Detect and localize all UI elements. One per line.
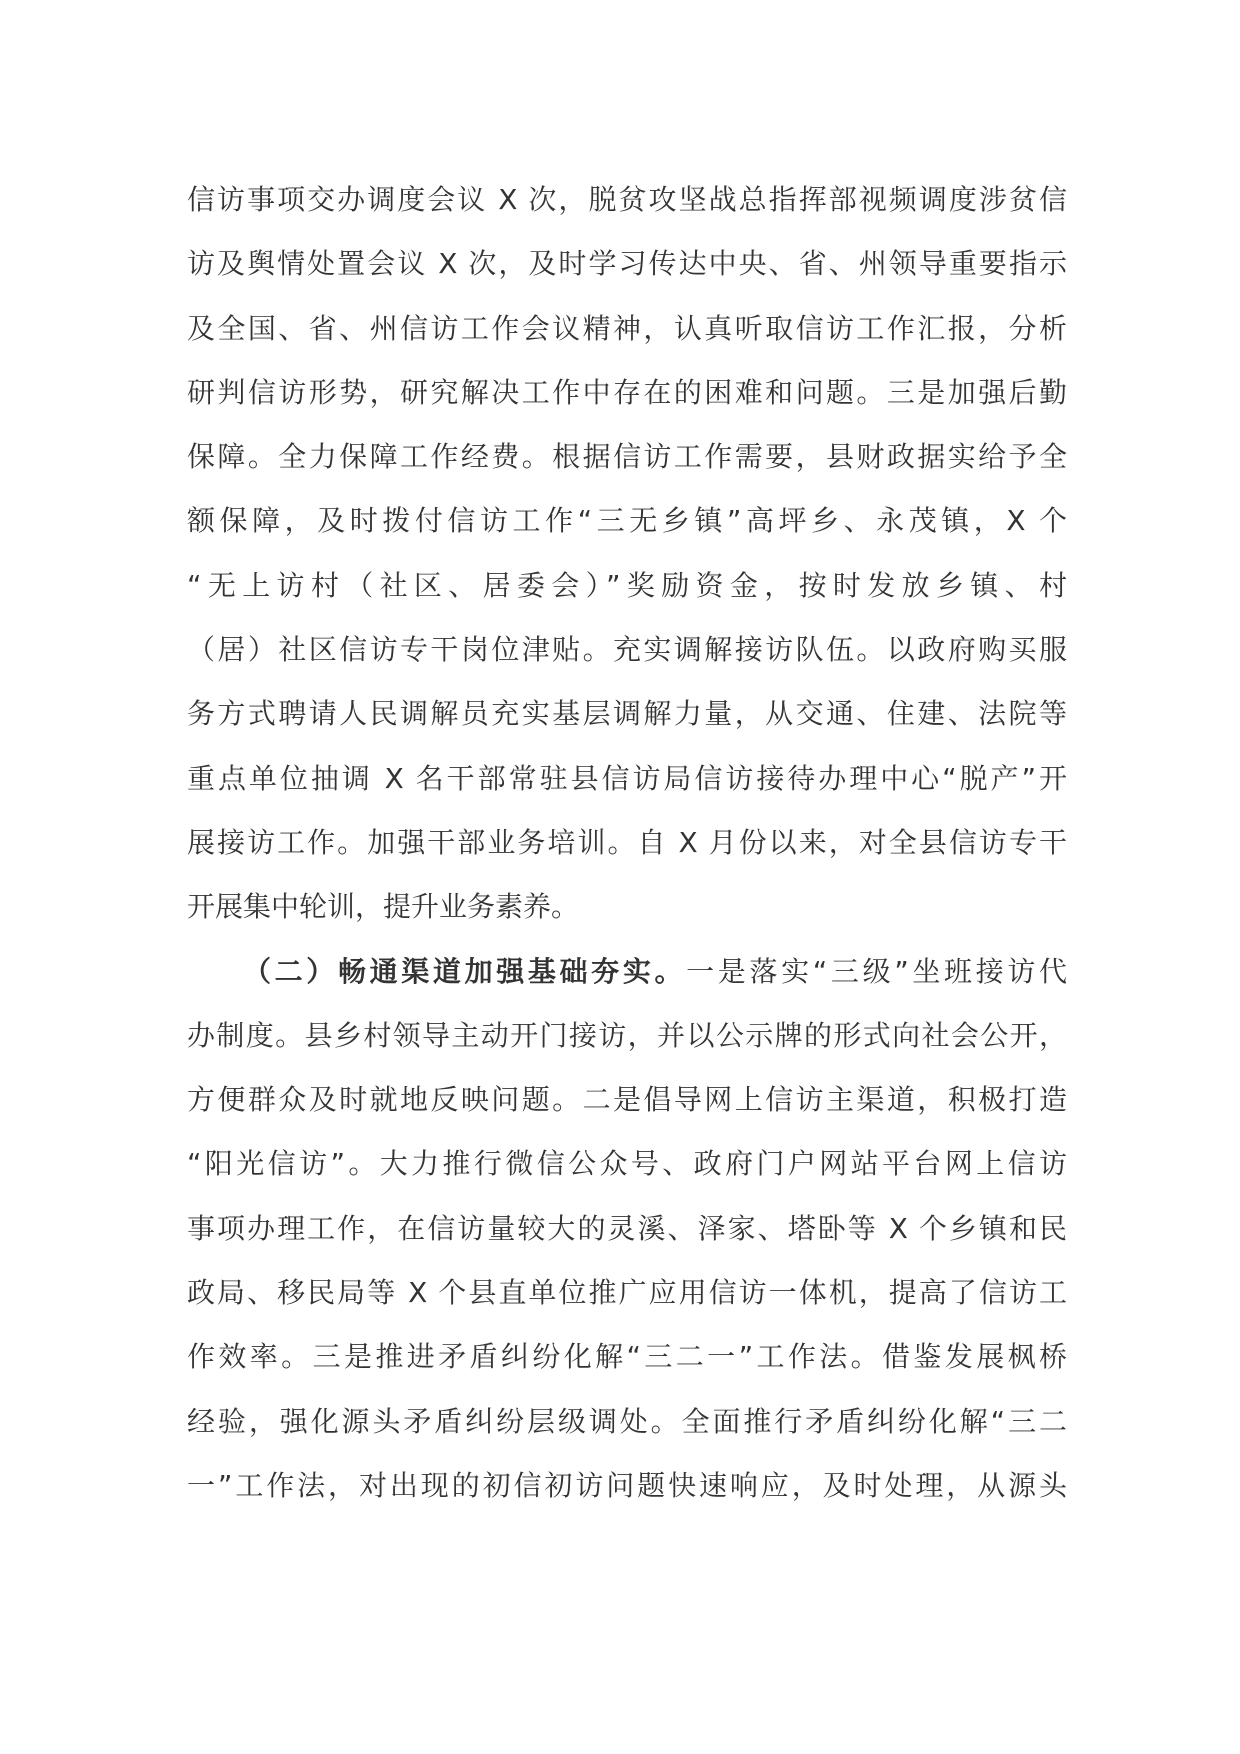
section-heading: （二）畅通渠道加强基础夯实。	[243, 954, 687, 988]
paragraph-2-line-5: 事项办理工作，在信访量较大的灵溪、泽家、塔卧等 X 个乡镇和民	[187, 1211, 1067, 1245]
paragraph-1-line-10: 重点单位抽调 X 名干部常驻县信访局信访接待办理中心“脱产”开	[187, 761, 1067, 795]
paragraph-1-line-8: （居）社区信访专干岗位津贴。充实调解接访队伍。以政府购买服	[187, 633, 1067, 667]
paragraph-2-line-7: 作效率。三是推进矛盾纠纷化解“三二一”工作法。借鉴发展枫桥	[187, 1340, 1067, 1374]
paragraph-2-line-4: “阳光信访”。大力推行微信公众号、政府门户网站平台网上信访	[187, 1147, 1067, 1181]
paragraph-1-line-5: 保障。全力保障工作经费。根据信访工作需要，县财政据实给予全	[187, 440, 1067, 474]
paragraph-1-line-3: 及全国、省、州信访工作会议精神，认真听取信访工作汇报，分析	[187, 311, 1067, 345]
paragraph-2-line-8: 经验，强化源头矛盾纠纷层级调处。全面推行矛盾纠纷化解“三二	[187, 1404, 1067, 1438]
paragraph-1-line-11: 展接访工作。加强干部业务培训。自 X 月份以来，对全县信访专干	[187, 825, 1067, 859]
paragraph-2-line-9: 一”工作法，对出现的初信初访问题快速响应，及时处理，从源头	[187, 1468, 1067, 1502]
paragraph-2-line-2: 办制度。县乡村领导主动开门接访，并以公示牌的形式向社会公开，	[187, 1018, 1067, 1052]
paragraph-1-line-1: 信访事项交办调度会议 X 次，脱贫攻坚战总指挥部视频调度涉贫信	[187, 183, 1067, 216]
paragraph-1-line-9: 务方式聘请人民调解员充实基层调解力量，从交通、住建、法院等	[187, 697, 1067, 731]
paragraph-1-line-4: 研判信访形势，研究解决工作中存在的困难和问题。三是加强后勤	[187, 375, 1067, 409]
paragraph-1-line-2: 访及舆情处置会议 X 次，及时学习传达中央、省、州领导重要指示	[187, 247, 1067, 281]
paragraph-2-line-6: 政局、移民局等 X 个县直单位推广应用信访一体机，提高了信访工	[187, 1276, 1067, 1310]
document-body	[187, 168, 1067, 1518]
paragraph-1-line-6: 额保障，及时拨付信访工作“三无乡镇”高坪乡、永茂镇，X 个	[187, 504, 1067, 538]
paragraph-1-line-12: 开展集中轮训，提升业务素养。	[187, 890, 580, 924]
paragraph-2-line-1	[187, 940, 1067, 1004]
paragraph-1-line-7: “无上访村（社区、居委会）”奖励资金，按时发放乡镇、村	[187, 568, 1067, 602]
paragraph-2-line-3: 方便群众及时就地反映问题。二是倡导网上信访主渠道，积极打造	[187, 1083, 1067, 1117]
paragraph-2-line-1-text: 一是落实“三级”坐班接访代	[686, 954, 1067, 988]
